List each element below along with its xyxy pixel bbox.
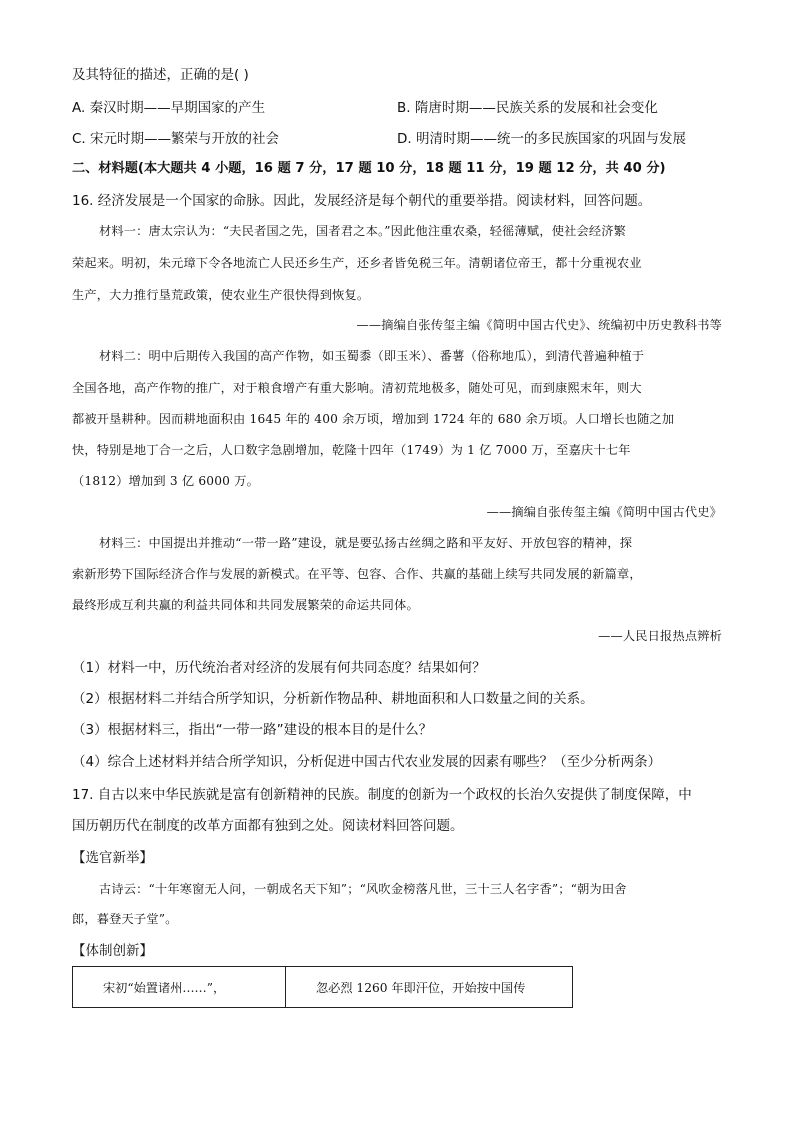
table-cell-song: 宋初“始置诸州……”，	[73, 967, 286, 1008]
q16-material3-source: ——人民日报热点辨析	[598, 629, 722, 643]
q17-poem-line1: 古诗云：“十年寒窗无人问，一朝成名天下知”；“风吹金榜落凡世，三十三人名字香”；“朝为田舍	[99, 882, 627, 896]
q16-material1-line2: 荣起来。明初，朱元璋下令各地流亡人民还乡生产，还乡者皆免税三年。清朝诸位帝王，都十分重视农业	[72, 256, 642, 270]
q16-material2-line3: 都被开垦耕种。因而耕地面积由 1645 年的 400 余万顷，增加到 1724 年的 680 余万顷。人口增长也随之加	[72, 412, 675, 426]
q16-material3-line1: 材料三：中国提出并推动“一带一路”建设，就是要弘扬古丝绸之路和平友好、开放包容的精神，探	[99, 536, 633, 550]
q17-tag-institution: 【体制创新】	[72, 943, 153, 959]
q17-poem-line2: 郎，暮登天子堂”。	[72, 912, 178, 926]
q16-subquestion-4: （4）综合上述材料并结合所学知识，分析促进中国古代农业发展的因素有哪些？（至少分析两条）	[72, 754, 662, 770]
q16-material2-line2: 全国各地，高产作物的推广，对于粮食增产有重大影响。清初荒地极多，随处可见，而到康熙末年，则大	[72, 381, 642, 395]
q17-stem-line2: 国历朝历代在制度的改革方面都有独到之处。阅读材料回答问题。	[72, 818, 464, 834]
q16-subquestion-2: （2）根据材料二并结合所学知识，分析新作物品种、耕地面积和人口数量之间的关系。	[72, 691, 594, 707]
q15-option-c: C. 宋元时期——繁荣与开放的社会	[72, 131, 280, 147]
q16-stem: 16. 经济发展是一个国家的命脉。因此，发展经济是每个朝代的重要举措。阅读材料，回答问题。	[72, 193, 652, 209]
q16-subquestion-3: （3）根据材料三，指出“一带一路”建设的根本目的是什么？	[72, 722, 433, 738]
institution-table	[72, 966, 573, 1008]
q15-option-b: B. 隋唐时期——民族关系的发展和社会变化	[397, 100, 658, 116]
q16-material2-line1: 材料二：明中后期传入我国的高产作物，如玉蜀黍（即玉米）、番薯（俗称地瓜），到清代普遍种植于	[99, 349, 645, 363]
section-heading: 二、材料题(本大题共 4 小题，16 题 7 分，17 题 10 分，18 题 11 分，19 题 12 分，共 40 分)	[72, 161, 666, 176]
table-row	[73, 967, 573, 1008]
q16-subquestion-1: （1）材料一中，历代统治者对经济的发展有何共同态度？结果如何？	[72, 660, 486, 676]
q16-material2-line5: （1812）增加到 3 亿 6000 万。	[72, 474, 259, 488]
q17-tag-selection: 【选官新举】	[72, 850, 153, 866]
q17-stem-line1: 17. 自古以来中华民族就是富有创新精神的民族。制度的创新为一个政权的长治久安提供了制度保障，中	[72, 787, 692, 803]
q15-stem-tail: 及其特征的描述，正确的是( )	[72, 67, 249, 83]
q16-material2-line4: 快，特别是地丁合一之后，人口数字急剧增加，乾隆十四年（1749）为 1 亿 7000 万，至嘉庆十七年	[72, 443, 631, 457]
q15-option-d: D. 明清时期——统一的多民族国家的巩固与发展	[397, 131, 686, 147]
q16-material3-line2: 索新形势下国际经济合作与发展的新模式。在平等、包容、合作、共赢的基础上续写共同发展的新篇章，	[72, 567, 642, 581]
q15-option-a: A. 秦汉时期——早期国家的产生	[72, 100, 266, 116]
table-cell-yuan: 忽必烈 1260 年即汗位，开始按中国传	[286, 967, 573, 1008]
q16-material1-line3: 生产，大力推行垦荒政策，使农业生产很快得到恢复。	[72, 288, 370, 302]
q16-material2-source: ——摘编自张传玺主编《简明中国古代史》	[486, 505, 722, 519]
q16-material1-source: ——摘编自张传玺主编《简明中国古代史》、统编初中历史教科书等	[356, 318, 722, 332]
q16-material1-line1: 材料一：唐太宗认为：“夫民者国之先，国者君之本。”因此他注重农桑，轻徭薄赋，使社会经济繁	[99, 224, 627, 238]
q16-material3-line3: 最终形成互利共赢的利益共同体和共同发展繁荣的命运共同体。	[72, 598, 419, 612]
